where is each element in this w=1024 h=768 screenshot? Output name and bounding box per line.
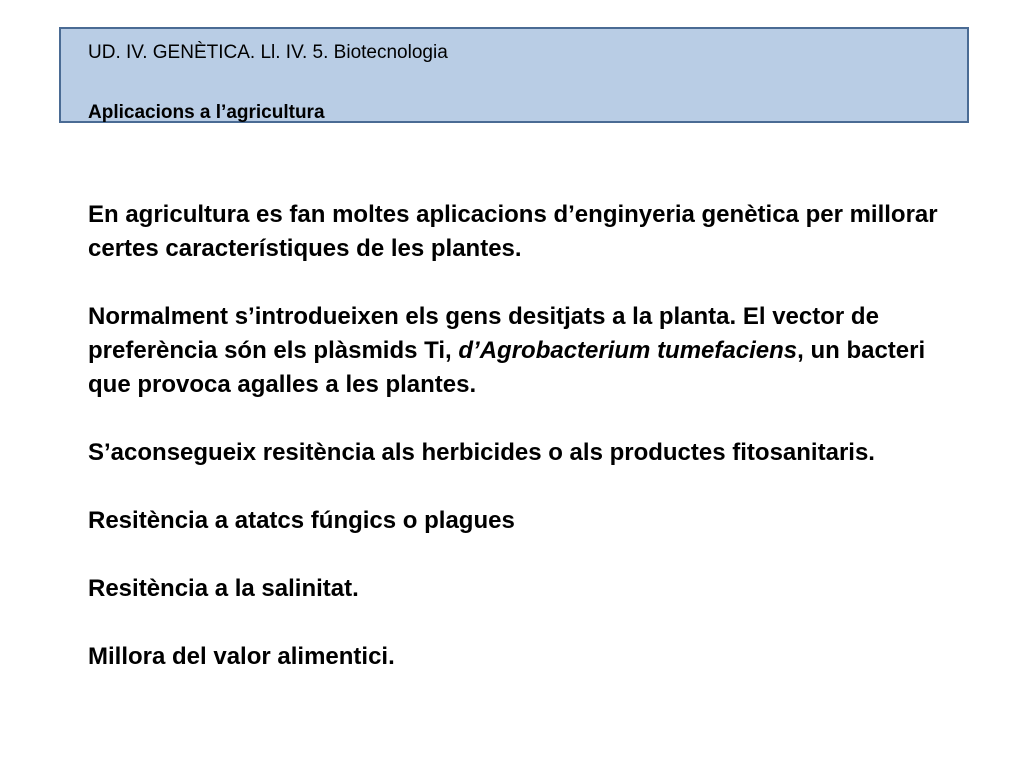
paragraph-vector xyxy=(88,300,968,402)
paragraph-vector-text-start: Normalment s’introdueixen els gens desitjats a la planta. El vector de preferència són els plàsmids Ti, xyxy=(88,303,879,364)
paragraph-fungal-resistance: Resitència a atatcs fúngics o plagues xyxy=(88,507,515,534)
paragraph-salinity-resistance: Resitència a la salinitat. xyxy=(88,575,359,602)
header-banner xyxy=(59,27,969,123)
header-title: UD. IV. GENÈTICA. Ll. IV. 5. Biotecnologia xyxy=(88,42,448,63)
header-subtitle: Aplicacions a l’agricultura xyxy=(88,102,325,123)
paragraph-vector-text-end: , un bacteri que provoca agalles a les plantes. xyxy=(88,337,926,398)
slide-body xyxy=(88,198,968,674)
paragraph-herbicide-resistance: S’aconsegueix resitència als herbicides o als productes fitosanitaris. xyxy=(88,439,875,466)
species-name: d’Agrobacterium tumefaciens xyxy=(458,337,798,364)
paragraph-intro: En agricultura es fan moltes aplicacions d’enginyeria genètica per millorar certes característiques de les plantes. xyxy=(88,201,938,262)
paragraph-nutritional-value: Millora del valor alimentici. xyxy=(88,643,395,670)
